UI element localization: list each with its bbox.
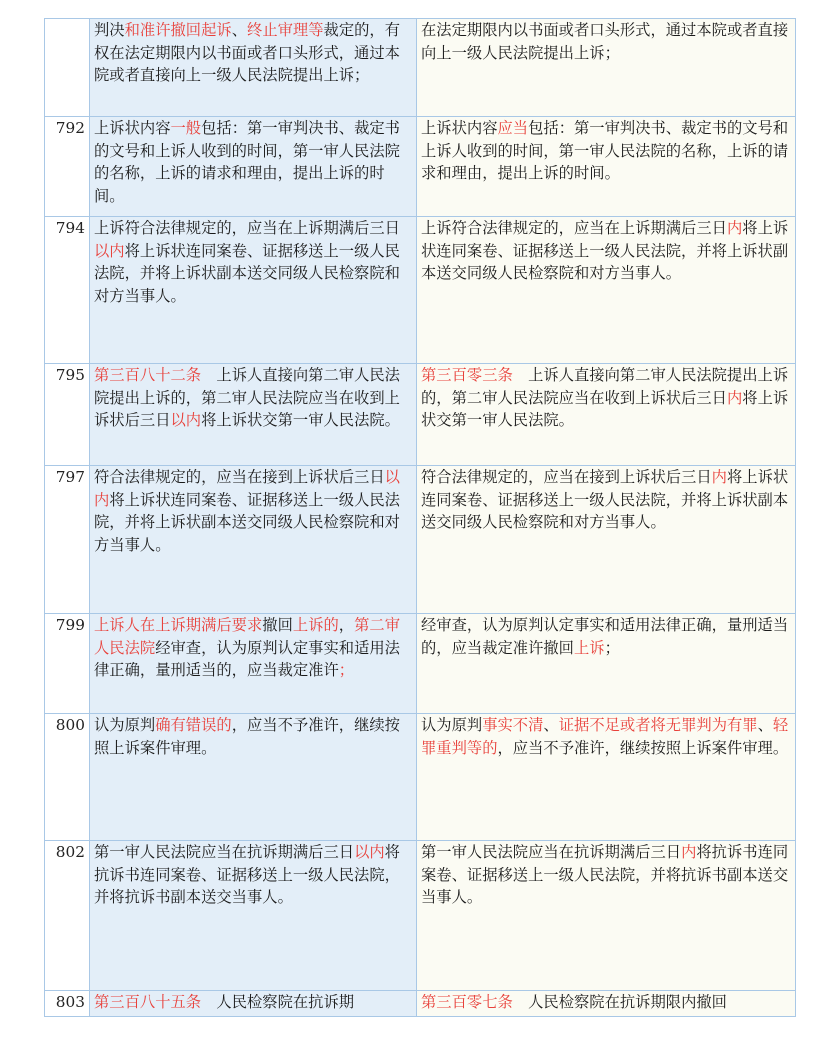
old-text-cell (90, 466, 417, 614)
row-number: 797 (45, 466, 90, 614)
highlighted-text: ； (338, 661, 355, 679)
highlighted-text: 内 (681, 843, 697, 861)
text-segment: 人民检察院在抗诉期限内撤回 (512, 993, 727, 1011)
text-segment: 、 (231, 21, 248, 39)
new-text-cell (417, 117, 796, 217)
new-text-cell (417, 466, 796, 614)
text-segment: 第一审人民法院应当在抗诉期满后三日 (421, 843, 682, 861)
text-segment: 撤回 (262, 616, 293, 634)
row-number: 803 (45, 991, 90, 1017)
text-segment: 、 (543, 716, 559, 734)
table-row (45, 217, 796, 364)
old-text-cell (90, 117, 417, 217)
text-segment: 判决 (94, 21, 125, 39)
text-segment: 上诉状内容 (421, 119, 498, 137)
table-row (45, 364, 796, 466)
text-segment: 上诉状内容 (94, 119, 171, 137)
text-segment: 上诉符合法律规定的，应当在上诉期满后三日 (421, 219, 727, 237)
text-segment: ，应当不予准许，继续按照上诉案件审理。 (497, 738, 789, 757)
old-text-cell (90, 991, 417, 1017)
article-heading: 第三百八十五条 (94, 993, 202, 1011)
table-row (45, 714, 796, 841)
text-segment: 认为原判 (421, 716, 483, 734)
highlighted-text: 和准许撤回起诉 (124, 21, 232, 39)
new-text-cell (417, 364, 796, 466)
old-text-cell (90, 364, 417, 466)
row-number: 802 (45, 841, 90, 991)
old-text-cell (90, 841, 417, 991)
article-heading: 第三百零三条 (421, 366, 513, 384)
text-segment: 包括：第一审判决书、裁定书的文号和上诉人收到的时间，第一审人民法院的名称，上诉的请求和理由，提出上诉的时间。 (421, 119, 789, 182)
highlighted-text: 轻罪重判等的 (421, 716, 789, 757)
text-segment: ，应当不予准许，继续按照上诉案件审理。 (94, 716, 400, 757)
text-segment: 在法定期限内以书面或者口头形式，通过本院或者直接向上一级人民法院提出上诉； (421, 21, 789, 62)
highlighted-text: 内 (711, 468, 727, 486)
new-text-cell (417, 991, 796, 1017)
highlighted-text: 应当 (497, 119, 529, 137)
table-row (45, 841, 796, 991)
text-segment: 将抗诉书连同案卷、证据移送上一级人民法院，并将抗诉书副本送交当事人。 (421, 843, 789, 906)
row-number: 800 (45, 714, 90, 841)
article-heading: 第三百八十二条 (94, 366, 202, 384)
old-text-cell (90, 19, 417, 117)
new-text-cell (417, 714, 796, 841)
text-segment: 将抗诉书连同案卷、证据移送上一级人民法院，并将抗诉书副本送交当事人。 (94, 843, 400, 906)
highlighted-text: 以内 (94, 468, 400, 509)
table-row (45, 991, 796, 1017)
table-row (45, 117, 796, 217)
old-text-cell (90, 714, 417, 841)
text-segment: 第一审人民法院应当在抗诉期满后三日 (94, 843, 355, 861)
table-row (45, 466, 796, 614)
text-segment: 将上诉状连同案卷、证据移送上一级人民法院，并将上诉状副本送交同级人民检察院和对方当事人。 (421, 468, 789, 531)
text-segment: 将上诉状交第一审人民法院。 (201, 411, 400, 429)
highlighted-text: 上诉 (573, 638, 605, 657)
highlighted-text: 以内 (94, 241, 125, 260)
text-segment: 人民检察院在抗诉期 (201, 993, 355, 1011)
text-segment: 上诉人直接向第二审人民法院提出上诉的，第二审人民法院应当在收到上诉状后三日 (421, 366, 789, 407)
highlighted-text: 上诉人在上诉期满后要求 (94, 616, 263, 634)
highlighted-text: 上诉的 (292, 616, 339, 634)
text-segment: ； (604, 638, 620, 657)
text-segment: 将上诉状连同案卷、证据移送上一级人民法院，并将上诉状副本送交同级人民检察院和对方当事人。 (421, 219, 789, 282)
text-segment: 将上诉状连同案卷、证据移送上一级人民法院，并将上诉状副本送交同级人民检察院和对方当事人。 (94, 241, 400, 305)
text-segment: 将上诉状连同案卷、证据移送上一级人民法院，并将上诉状副本送交同级人民检察院和对方当事人。 (94, 490, 400, 554)
text-segment: 认为原判 (94, 716, 156, 734)
new-text-cell (417, 614, 796, 714)
highlighted-text: 内 (726, 388, 743, 407)
highlighted-text: 确有错误的 (155, 716, 232, 734)
highlighted-text: 终止审理等 (247, 21, 324, 39)
highlighted-text: 事实不清 (482, 716, 544, 734)
row-number (45, 19, 90, 117)
highlighted-text: 内 (726, 219, 743, 237)
new-text-cell (417, 841, 796, 991)
text-segment: 将上诉状交第一审人民法院。 (421, 388, 789, 429)
text-segment: 、 (757, 716, 773, 734)
text-segment: 上诉符合法律规定的，应当在上诉期满后三日 (94, 219, 400, 237)
new-text-cell (417, 217, 796, 364)
text-segment: 符合法律规定的，应当在接到上诉状后三日 (94, 468, 385, 486)
text-segment: 包括：第一审判决书、裁定书的文号和上诉人收到的时间，第一审人民法院的名称，上诉的请求和理由，提出上诉的时间。 (94, 119, 400, 205)
highlighted-text: 证据不足或者将无罪判为有罪 (558, 716, 758, 734)
table-row (45, 614, 796, 714)
old-text-cell (90, 217, 417, 364)
row-number: 792 (45, 117, 90, 217)
highlighted-text: 一般 (170, 119, 202, 137)
row-number: 799 (45, 614, 90, 714)
text-segment: 上诉人直接向第二审人民法院提出上诉的，第二审人民法院应当在收到上诉状后三日 (94, 366, 400, 429)
article-heading: 第三百零七条 (421, 993, 513, 1011)
row-number: 794 (45, 217, 90, 364)
highlighted-text: 以内 (354, 843, 385, 861)
text-segment: 裁定的，有权在法定期限内以书面或者口头形式，通过本院或者直接向上一级人民法院提出上诉； (94, 21, 401, 84)
text-segment: 经审查，认为原判认定事实和适用法律正确，量刑适当的，应当裁定准许撤回 (421, 616, 789, 657)
new-text-cell (417, 19, 796, 117)
old-text-cell (90, 614, 417, 714)
comparison-table (44, 18, 796, 1017)
text-segment: 经审查，认为原判认定事实和适用法律正确，量刑适当的，应当裁定准许 (94, 638, 400, 679)
highlighted-text: 以内 (170, 411, 202, 429)
text-segment: 符合法律规定的，应当在接到上诉状后三日 (421, 468, 712, 486)
highlighted-text: 第二审人民法院 (94, 616, 401, 657)
row-number: 795 (45, 364, 90, 466)
text-segment: ， (338, 616, 355, 634)
table-row (45, 19, 796, 117)
